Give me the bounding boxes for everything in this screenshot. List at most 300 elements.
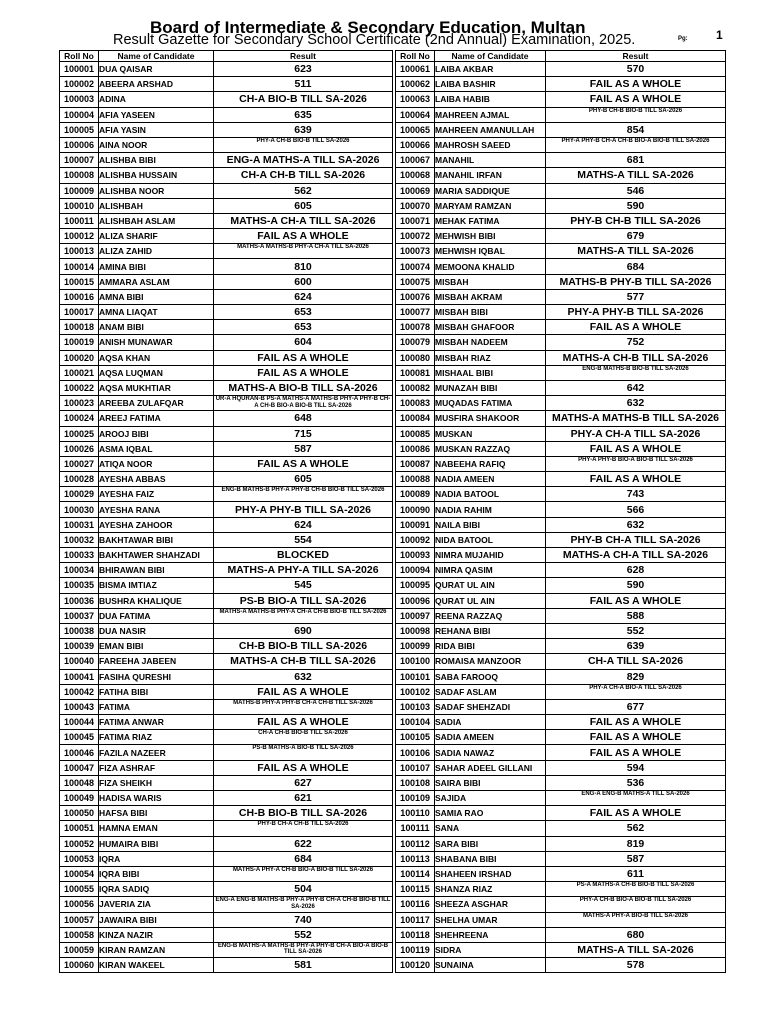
result-value: MATHS-A PHY-A BIO-B TILL SA-2026 (546, 912, 726, 927)
candidate-name: FATIMA RIAZ (99, 730, 214, 745)
table-row (60, 487, 393, 502)
result-value: PHY-A CH-A BIO-A TILL SA-2026 (546, 684, 726, 699)
roll-number: 100063 (396, 92, 435, 107)
table-row (60, 320, 393, 335)
candidate-name: ALISHBAH (99, 198, 214, 213)
table-row (60, 244, 393, 259)
roll-number: 100090 (396, 502, 435, 517)
roll-number: 100068 (396, 168, 435, 183)
table-row (60, 396, 393, 411)
table-row (396, 608, 726, 623)
result-value: 653 (214, 320, 393, 335)
candidate-name: SIDRA (435, 942, 546, 957)
table-row (60, 213, 393, 228)
table-row (60, 335, 393, 350)
candidate-name: AYESHA ABBAS (99, 472, 214, 487)
candidate-name: MANAHIL (435, 153, 546, 168)
result-value: 587 (214, 441, 393, 456)
candidate-name: AFIA YASEEN (99, 107, 214, 122)
table-row (396, 213, 726, 228)
column-header-roll: Roll No (60, 51, 99, 62)
roll-number: 100080 (396, 350, 435, 365)
roll-number: 100069 (396, 183, 435, 198)
candidate-name: NABEEHA RAFIQ (435, 456, 546, 471)
result-value: PHY-A PHY-B TILL SA-2026 (214, 502, 393, 517)
table-row (396, 958, 726, 973)
page-number: 1 (716, 28, 723, 42)
candidate-name: ATIQA NOOR (99, 456, 214, 471)
result-value: 690 (214, 623, 393, 638)
board-title: Board of Intermediate & Secondary Education, Multan (150, 18, 586, 37)
column-header-roll: Roll No (396, 51, 435, 62)
table-row (396, 456, 726, 471)
table-row (396, 563, 726, 578)
result-value: FAIL AS A WHOLE (214, 760, 393, 775)
result-value: FAIL AS A WHOLE (214, 684, 393, 699)
roll-number: 100109 (396, 791, 435, 806)
roll-number: 100097 (396, 608, 435, 623)
result-value: FAIL AS A WHOLE (214, 350, 393, 365)
result-value: 635 (214, 107, 393, 122)
result-value: 684 (214, 851, 393, 866)
result-value: PHY-A CH-B BIO-A BIO-B TILL SA-2026 (546, 897, 726, 912)
roll-number: 100034 (60, 563, 99, 578)
result-value: 562 (214, 183, 393, 198)
roll-number: 100078 (396, 320, 435, 335)
table-row (396, 942, 726, 957)
results-table-right (395, 50, 726, 973)
roll-number: 100045 (60, 730, 99, 745)
table-row (60, 62, 393, 77)
table-row (60, 639, 393, 654)
table-row (60, 137, 393, 152)
table-row (396, 791, 726, 806)
table-row (396, 198, 726, 213)
result-value: MATHS-A BIO-B TILL SA-2026 (214, 380, 393, 395)
table-row (396, 320, 726, 335)
roll-number: 100094 (396, 563, 435, 578)
table-row (396, 183, 726, 198)
candidate-name: MISBAH NADEEM (435, 335, 546, 350)
result-value: 632 (214, 669, 393, 684)
candidate-name: NADIA AMEEN (435, 472, 546, 487)
roll-number: 100070 (396, 198, 435, 213)
table-row (396, 927, 726, 942)
table-row (60, 897, 393, 912)
candidate-name: ALIZA SHARIF (99, 229, 214, 244)
table-row (396, 912, 726, 927)
candidate-name: IQRA BIBI (99, 866, 214, 881)
candidate-name: SHEHREENA (435, 927, 546, 942)
result-value: 605 (214, 198, 393, 213)
table-row (396, 305, 726, 320)
result-value: PHY-B CH-B TILL SA-2026 (546, 213, 726, 228)
table-row (396, 882, 726, 897)
table-header-row (396, 51, 726, 62)
roll-number: 100052 (60, 836, 99, 851)
table-row (396, 259, 726, 274)
table-row (396, 669, 726, 684)
table-row (60, 912, 393, 927)
result-value: FAIL AS A WHOLE (214, 365, 393, 380)
candidate-name: FATIHA BIBI (99, 684, 214, 699)
roll-number: 100047 (60, 760, 99, 775)
candidate-name: MISBAH GHAFOOR (435, 320, 546, 335)
candidate-name: NIDA BATOOL (435, 532, 546, 547)
candidate-name: AREEJ FATIMA (99, 411, 214, 426)
result-value: 622 (214, 836, 393, 851)
candidate-name: MUSKAN RAZZAQ (435, 441, 546, 456)
candidate-name: ALISHBA NOOR (99, 183, 214, 198)
result-value: ENG-B MATHS-A MATHS-B PHY-A PHY-B CH-A BIO-A BIO-B TILL SA-2026 (214, 942, 393, 957)
result-value: 504 (214, 882, 393, 897)
candidate-name: AMMARA ASLAM (99, 274, 214, 289)
result-value: FAIL AS A WHOLE (546, 441, 726, 456)
gazette-header (0, 0, 768, 48)
result-value: CH-A CH-B BIO-B TILL SA-2026 (214, 730, 393, 745)
result-value: 604 (214, 335, 393, 350)
table-row (60, 183, 393, 198)
candidate-name: SHEEZA ASGHAR (435, 897, 546, 912)
result-value: 578 (546, 958, 726, 973)
result-value: CH-A TILL SA-2026 (546, 654, 726, 669)
roll-number: 100051 (60, 821, 99, 836)
roll-number: 100114 (396, 866, 435, 881)
roll-number: 100038 (60, 623, 99, 638)
candidate-name: SABA FAROOQ (435, 669, 546, 684)
candidate-name: SAIRA BIBI (435, 775, 546, 790)
candidate-name: ANISH MUNAWAR (99, 335, 214, 350)
roll-number: 100036 (60, 593, 99, 608)
roll-number: 100089 (396, 487, 435, 502)
roll-number: 100011 (60, 213, 99, 228)
roll-number: 100096 (396, 593, 435, 608)
candidate-name: AQSA KHAN (99, 350, 214, 365)
roll-number: 100043 (60, 699, 99, 714)
candidate-name: AYESHA ZAHOOR (99, 517, 214, 532)
roll-number: 100095 (396, 578, 435, 593)
roll-number: 100024 (60, 411, 99, 426)
table-row (396, 107, 726, 122)
result-value: 819 (546, 836, 726, 851)
result-value: PS-A MATHS-A CH-B BIO-B TILL SA-2026 (546, 882, 726, 897)
candidate-name: BHIRAWAN BIBI (99, 563, 214, 578)
roll-number: 100018 (60, 320, 99, 335)
column-header-name: Name of Candidate (435, 51, 546, 62)
result-value: MATHS-A MATHS-B PHY-A CH-A TILL SA-2026 (214, 244, 393, 259)
roll-number: 100044 (60, 715, 99, 730)
roll-number: 100046 (60, 745, 99, 760)
result-value: 627 (214, 775, 393, 790)
roll-number: 100118 (396, 927, 435, 942)
roll-number: 100049 (60, 791, 99, 806)
roll-number: 100093 (396, 548, 435, 563)
result-value: CH-A CH-B TILL SA-2026 (214, 168, 393, 183)
candidate-name: MAHROSH SAEED (435, 137, 546, 152)
roll-number: 100008 (60, 168, 99, 183)
roll-number: 100075 (396, 274, 435, 289)
candidate-name: MISHAAL BIBI (435, 365, 546, 380)
table-row (396, 775, 726, 790)
roll-number: 100072 (396, 229, 435, 244)
result-value: MATHS-A TILL SA-2026 (546, 168, 726, 183)
roll-number: 100041 (60, 669, 99, 684)
table-row (396, 229, 726, 244)
result-value: 624 (214, 517, 393, 532)
roll-number: 100014 (60, 259, 99, 274)
candidate-name: HAMNA EMAN (99, 821, 214, 836)
table-row (396, 730, 726, 745)
roll-number: 100071 (396, 213, 435, 228)
roll-number: 100042 (60, 684, 99, 699)
roll-number: 100084 (396, 411, 435, 426)
candidate-name: HAFSA BIBI (99, 806, 214, 821)
page-label: Pg: (678, 36, 688, 42)
result-value: 684 (546, 259, 726, 274)
roll-number: 100019 (60, 335, 99, 350)
table-row (60, 760, 393, 775)
table-row (396, 760, 726, 775)
roll-number: 100037 (60, 608, 99, 623)
results-table-left (59, 50, 393, 973)
roll-number: 100067 (396, 153, 435, 168)
table-row (60, 699, 393, 714)
table-row (60, 456, 393, 471)
candidate-name: SADIA (435, 715, 546, 730)
candidate-name: SANA (435, 821, 546, 836)
result-value: 680 (546, 927, 726, 942)
roll-number: 100102 (396, 684, 435, 699)
candidate-name: AREEBA ZULAFQAR (99, 396, 214, 411)
candidate-name: FIZA SHEIKH (99, 775, 214, 790)
roll-number: 100074 (396, 259, 435, 274)
candidate-name: JAWAIRA BIBI (99, 912, 214, 927)
roll-number: 100009 (60, 183, 99, 198)
table-row (60, 350, 393, 365)
table-header-row (60, 51, 393, 62)
result-value: 536 (546, 775, 726, 790)
result-value: 740 (214, 912, 393, 927)
result-value: 679 (546, 229, 726, 244)
roll-number: 100112 (396, 836, 435, 851)
roll-number: 100035 (60, 578, 99, 593)
table-row (396, 335, 726, 350)
candidate-name: QURAT UL AIN (435, 593, 546, 608)
table-row (60, 821, 393, 836)
candidate-name: SADAF SHEHZADI (435, 699, 546, 714)
roll-number: 100060 (60, 958, 99, 973)
candidate-name: ALISHBAH ASLAM (99, 213, 214, 228)
table-row (396, 684, 726, 699)
candidate-name: ADINA (99, 92, 214, 107)
result-value: MATHS-A PHY-A TILL SA-2026 (214, 563, 393, 578)
result-value: PHY-B CH-B BIO-B TILL SA-2026 (546, 107, 726, 122)
table-row (396, 502, 726, 517)
roll-number: 100106 (396, 745, 435, 760)
result-value: MATHS-A CH-B TILL SA-2026 (214, 654, 393, 669)
candidate-name: ALIZA ZAHID (99, 244, 214, 259)
result-value: CH-B BIO-B TILL SA-2026 (214, 806, 393, 821)
table-row (60, 153, 393, 168)
table-row (60, 608, 393, 623)
candidate-name: AMNA BIBI (99, 289, 214, 304)
table-row (60, 532, 393, 547)
roll-number: 100025 (60, 426, 99, 441)
table-row (60, 669, 393, 684)
candidate-name: REENA RAZZAQ (435, 608, 546, 623)
candidate-name: FAREEHA JABEEN (99, 654, 214, 669)
candidate-name: DUA QAISAR (99, 62, 214, 77)
candidate-name: IQRA SADIQ (99, 882, 214, 897)
result-value: FAIL AS A WHOLE (546, 715, 726, 730)
roll-number: 100065 (396, 122, 435, 137)
table-row (60, 548, 393, 563)
table-row (396, 654, 726, 669)
table-row (396, 92, 726, 107)
result-value: 653 (214, 305, 393, 320)
candidate-name: ASMA IQBAL (99, 441, 214, 456)
roll-number: 100081 (396, 365, 435, 380)
candidate-name: BAKHTAWAR BIBI (99, 532, 214, 547)
result-value: 810 (214, 259, 393, 274)
result-value: FAIL AS A WHOLE (214, 715, 393, 730)
table-row (60, 563, 393, 578)
table-row (60, 92, 393, 107)
candidate-name: SADIA NAWAZ (435, 745, 546, 760)
roll-number: 100076 (396, 289, 435, 304)
table-row (60, 654, 393, 669)
roll-number: 100002 (60, 77, 99, 92)
table-row (60, 836, 393, 851)
candidate-name: SHAHEEN IRSHAD (435, 866, 546, 881)
candidate-name: LAIBA AKBAR (435, 62, 546, 77)
result-value: 570 (546, 62, 726, 77)
candidate-name: ANAM BIBI (99, 320, 214, 335)
candidate-name: AINA NOOR (99, 137, 214, 152)
candidate-name: NIMRA MUJAHID (435, 548, 546, 563)
result-value: PHY-A CH-B BIO-B TILL SA-2026 (214, 137, 393, 152)
candidate-name: SAMIA RAO (435, 806, 546, 821)
table-row (60, 472, 393, 487)
result-value: 624 (214, 289, 393, 304)
table-row (396, 593, 726, 608)
table-row (396, 532, 726, 547)
result-value: 623 (214, 62, 393, 77)
candidate-name: ALISHBA BIBI (99, 153, 214, 168)
table-row (60, 517, 393, 532)
result-value: 829 (546, 669, 726, 684)
candidate-name: REHANA BIBI (435, 623, 546, 638)
table-row (60, 578, 393, 593)
roll-number: 100108 (396, 775, 435, 790)
table-row (60, 623, 393, 638)
result-value: FAIL AS A WHOLE (214, 229, 393, 244)
roll-number: 100120 (396, 958, 435, 973)
table-row (60, 791, 393, 806)
roll-number: 100117 (396, 912, 435, 927)
result-value: 581 (214, 958, 393, 973)
result-value: PHY-B CH-A TILL SA-2026 (546, 532, 726, 547)
result-value: 648 (214, 411, 393, 426)
candidate-name: MARYAM RAMZAN (435, 198, 546, 213)
result-value: CH-B BIO-B TILL SA-2026 (214, 639, 393, 654)
roll-number: 100040 (60, 654, 99, 669)
roll-number: 100012 (60, 229, 99, 244)
result-value: 590 (546, 578, 726, 593)
result-value: MATHS-A TILL SA-2026 (546, 942, 726, 957)
candidate-name: IQRA (99, 851, 214, 866)
table-row (60, 441, 393, 456)
roll-number: 100039 (60, 639, 99, 654)
roll-number: 100098 (396, 623, 435, 638)
result-value: ENG-A MATHS-A TILL SA-2026 (214, 153, 393, 168)
roll-number: 100115 (396, 882, 435, 897)
table-row (396, 244, 726, 259)
table-row (60, 168, 393, 183)
roll-number: 100110 (396, 806, 435, 821)
roll-number: 100015 (60, 274, 99, 289)
candidate-name: AYESHA FAIZ (99, 487, 214, 502)
result-value: MATHS-A MATHS-B TILL SA-2026 (546, 411, 726, 426)
roll-number: 100092 (396, 532, 435, 547)
roll-number: 100099 (396, 639, 435, 654)
roll-number: 100001 (60, 62, 99, 77)
roll-number: 100079 (396, 335, 435, 350)
result-value: FAIL AS A WHOLE (546, 806, 726, 821)
result-value: MATHS-B PHY-A PHY-B CH-A CH-B TILL SA-2026 (214, 699, 393, 714)
candidate-name: ROMAISA MANZOOR (435, 654, 546, 669)
roll-number: 100032 (60, 532, 99, 547)
candidate-name: HADISA WARIS (99, 791, 214, 806)
candidate-name: AROOJ BIBI (99, 426, 214, 441)
table-row (60, 806, 393, 821)
candidate-name: NADIA RAHIM (435, 502, 546, 517)
candidate-name: SHABANA BIBI (435, 851, 546, 866)
candidate-name: BISMA IMTIAZ (99, 578, 214, 593)
result-value: BLOCKED (214, 548, 393, 563)
candidate-name: KINZA NAZIR (99, 927, 214, 942)
roll-number: 100004 (60, 107, 99, 122)
candidate-name: LAIBA BASHIR (435, 77, 546, 92)
result-value: ENG-B MATHS-B BIO-B TILL SA-2026 (546, 365, 726, 380)
roll-number: 100116 (396, 897, 435, 912)
result-value: 511 (214, 77, 393, 92)
table-row (396, 548, 726, 563)
table-row (396, 715, 726, 730)
result-value: 605 (214, 472, 393, 487)
table-row (396, 866, 726, 881)
candidate-name: MAHREEN AMANULLAH (435, 122, 546, 137)
candidate-name: AFIA YASIN (99, 122, 214, 137)
candidate-name: ABEERA ARSHAD (99, 77, 214, 92)
table-row (60, 77, 393, 92)
candidate-name: AQSA LUQMAN (99, 365, 214, 380)
roll-number: 100057 (60, 912, 99, 927)
table-row (396, 365, 726, 380)
candidate-name: AMINA BIBI (99, 259, 214, 274)
candidate-name: DUA FATIMA (99, 608, 214, 623)
gazette-subtitle: Result Gazette for Secondary School Certificate (2nd Annual) Examination, 2025. (113, 32, 636, 48)
roll-number: 100022 (60, 380, 99, 395)
result-value: ENG-B MATHS-B PHY-A PHY-B CH-B BIO-B TILL SA-2026 (214, 487, 393, 502)
table-row (60, 198, 393, 213)
candidate-name: MISBAH AKRAM (435, 289, 546, 304)
table-row (60, 851, 393, 866)
roll-number: 100119 (396, 942, 435, 957)
roll-number: 100062 (396, 77, 435, 92)
candidate-name: FIZA ASHRAF (99, 760, 214, 775)
result-value: 546 (546, 183, 726, 198)
